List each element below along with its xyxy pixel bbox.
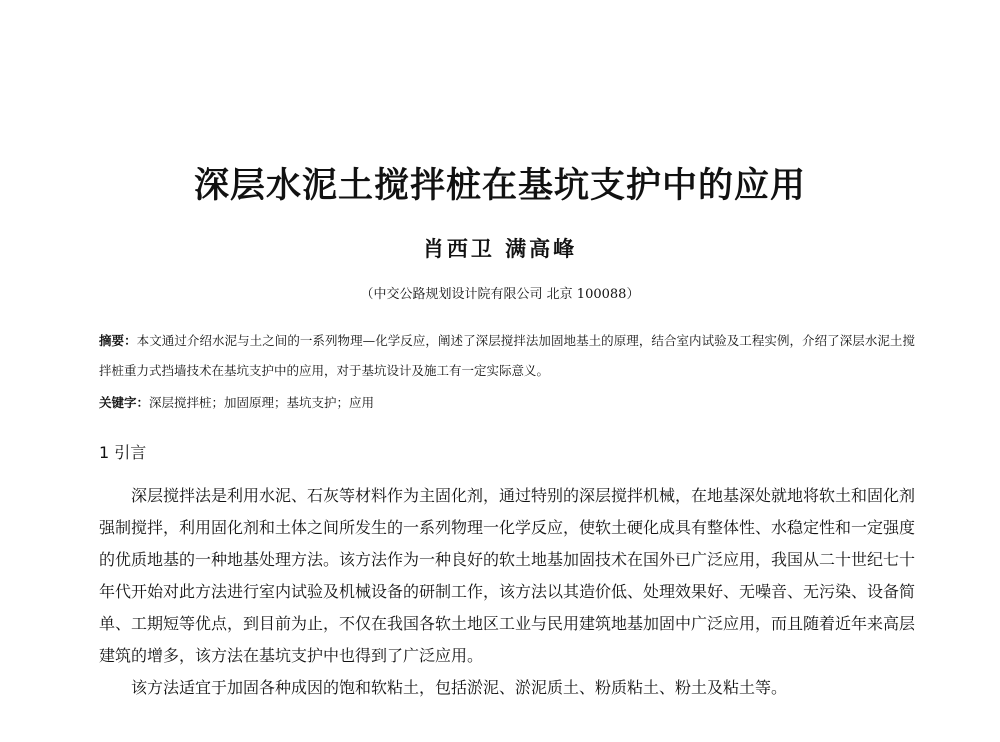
- section-body: [99, 480, 915, 704]
- body-paragraph: 深层搅拌法是利用水泥、石灰等材料作为主固化剂，通过特别的深层搅拌机械，在地基深处就地将软土和固化剂强制搅拌，利用固化剂和土体之间所发生的一系列物理一化学反应，使软土硬化成具有整体性、水稳定性和一定强度的优质地基的一种地基处理方法。该方法作为一种良好的软土地基加固技术在国外已广泛应用，我国从二十世纪七十年代开始对此方法进行室内试验及机械设备的研制工作，该方法以其造价低、处理效果好、无噪音、无污染、设备简单、工期短等优点，到目前为止，不仅在我国各软土地区工业与民用建筑地基加固中广泛应用，而且随着近年来高层建筑的增多，该方法在基坑支护中也得到了广泛应用。: [99, 486, 916, 665]
- keywords-label: 关键字：: [99, 395, 150, 410]
- body-paragraph: 该方法适宜于加固各种成因的饱和软粘土，包括淤泥、淤泥质土、粉质粘土、粉土及粘土等。: [131, 678, 788, 697]
- author-affiliation: （中交公路规划设计院有限公司 北京 100088）: [360, 287, 640, 302]
- keywords: [99, 393, 915, 411]
- paper-title: 深层水泥土搅拌桩在基坑支护中的应用: [193, 166, 806, 206]
- abstract: [99, 326, 915, 386]
- keywords-text: 深层搅拌桩；加固原理；基坑支护；应用: [149, 395, 375, 410]
- section-heading: 1 引言: [99, 443, 147, 462]
- abstract-text: 本文通过介绍水泥与土之间的一系列物理—化学反应，阐述了深层搅拌法加固地基土的原理，结合室内试验及工程实例，介绍了深层水泥土搅拌桩重力式挡墙技术在基坑支护中的应用，对于基坑设计及施工有一定实际意义。: [99, 333, 915, 378]
- abstract-label: 摘要：: [99, 333, 137, 348]
- author-list: 肖西卫 满高峰: [422, 236, 578, 261]
